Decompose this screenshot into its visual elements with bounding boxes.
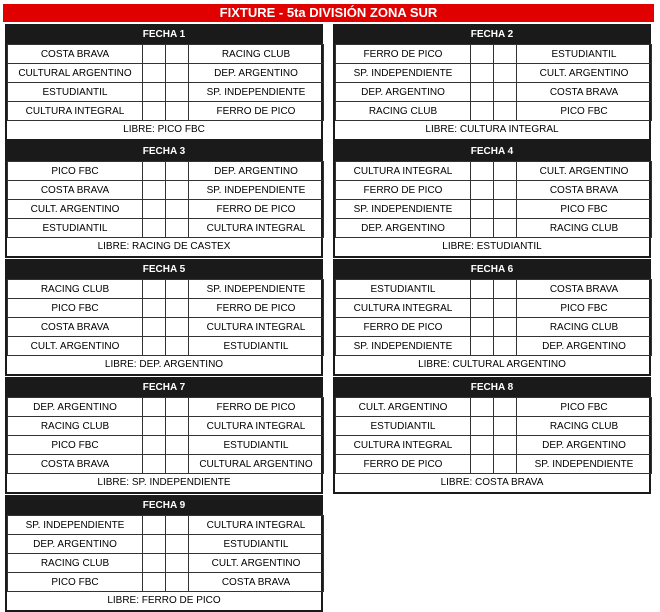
away-score-cell <box>494 337 517 356</box>
home-team: DEP. ARGENTINO <box>336 219 471 238</box>
matches-table <box>335 279 652 356</box>
away-team: DEP. ARGENTINO <box>189 162 324 181</box>
match-row <box>8 535 324 554</box>
home-score-cell <box>471 200 494 219</box>
match-row <box>8 436 324 455</box>
home-team: DEP. ARGENTINO <box>336 83 471 102</box>
away-score-cell <box>494 83 517 102</box>
away-score-cell <box>166 554 189 573</box>
home-team: CULT. ARGENTINO <box>336 398 471 417</box>
away-team: FERRO DE PICO <box>189 102 324 121</box>
home-team: PICO FBC <box>8 162 143 181</box>
match-row <box>336 162 652 181</box>
away-score-cell <box>166 337 189 356</box>
libre-label: LIBRE: CULTURAL ARGENTINO <box>418 359 566 370</box>
libre-label: LIBRE: COSTA BRAVA <box>440 477 544 488</box>
home-score-cell <box>143 181 166 200</box>
home-team: CULT. ARGENTINO <box>8 200 143 219</box>
home-score-cell <box>471 219 494 238</box>
home-team: CULT. ARGENTINO <box>8 337 143 356</box>
fecha-block-6 <box>333 259 651 376</box>
away-team: CULT. ARGENTINO <box>517 162 652 181</box>
home-team: RACING CLUB <box>8 417 143 436</box>
away-score-cell <box>166 45 189 64</box>
fecha-header: FECHA 5 <box>7 261 321 279</box>
home-team: CULTURA INTEGRAL <box>336 162 471 181</box>
away-team: SP. INDEPENDIENTE <box>189 181 324 200</box>
matches-table <box>7 515 324 592</box>
home-team: COSTA BRAVA <box>8 455 143 474</box>
fecha-header: FECHA 3 <box>7 143 321 161</box>
away-score-cell <box>166 299 189 318</box>
home-team: PICO FBC <box>8 436 143 455</box>
away-score-cell <box>166 219 189 238</box>
libre-label: LIBRE: RACING DE CASTEX <box>97 241 231 252</box>
home-score-cell <box>471 398 494 417</box>
away-score-cell <box>166 102 189 121</box>
match-row <box>336 318 652 337</box>
fecha-header: FECHA 7 <box>7 379 321 397</box>
matches-table <box>335 161 652 238</box>
home-score-cell <box>471 181 494 200</box>
home-score-cell <box>143 280 166 299</box>
home-team: ESTUDIANTIL <box>8 219 143 238</box>
match-row <box>8 200 324 219</box>
match-row <box>8 64 324 83</box>
home-score-cell <box>143 219 166 238</box>
away-team: PICO FBC <box>517 102 652 121</box>
home-score-cell <box>143 45 166 64</box>
libre-label: LIBRE: PICO FBC <box>123 124 205 135</box>
home-team: SP. INDEPENDIENTE <box>336 64 471 83</box>
away-team: RACING CLUB <box>517 417 652 436</box>
away-score-cell <box>494 398 517 417</box>
home-score-cell <box>143 398 166 417</box>
match-row <box>8 45 324 64</box>
home-team: DEP. ARGENTINO <box>8 398 143 417</box>
home-team: PICO FBC <box>8 573 143 592</box>
away-score-cell <box>166 535 189 554</box>
home-team: CULTURA INTEGRAL <box>8 102 143 121</box>
away-score-cell <box>166 181 189 200</box>
match-row <box>8 280 324 299</box>
fecha-block-1 <box>5 24 323 141</box>
away-team: DEP. ARGENTINO <box>517 337 652 356</box>
fecha-block-4 <box>333 141 651 258</box>
home-score-cell <box>143 455 166 474</box>
home-score-cell <box>471 280 494 299</box>
home-score-cell <box>471 417 494 436</box>
home-team: COSTA BRAVA <box>8 181 143 200</box>
home-score-cell <box>143 102 166 121</box>
match-row <box>8 516 324 535</box>
away-score-cell <box>166 516 189 535</box>
home-score-cell <box>471 436 494 455</box>
home-team: RACING CLUB <box>336 102 471 121</box>
match-row <box>8 417 324 436</box>
away-team: CULTURA INTEGRAL <box>189 417 324 436</box>
away-score-cell <box>494 102 517 121</box>
away-team: CULT. ARGENTINO <box>189 554 324 573</box>
match-row <box>336 45 652 64</box>
away-score-cell <box>494 219 517 238</box>
match-row <box>8 573 324 592</box>
away-team: PICO FBC <box>517 299 652 318</box>
home-score-cell <box>143 554 166 573</box>
away-score-cell <box>166 200 189 219</box>
away-team: RACING CLUB <box>189 45 324 64</box>
fecha-header: FECHA 9 <box>7 497 321 515</box>
away-score-cell <box>166 436 189 455</box>
away-team: PICO FBC <box>517 200 652 219</box>
home-score-cell <box>471 162 494 181</box>
away-score-cell <box>166 318 189 337</box>
match-row <box>8 181 324 200</box>
away-team: FERRO DE PICO <box>189 200 324 219</box>
home-score-cell <box>143 535 166 554</box>
away-score-cell <box>494 455 517 474</box>
away-score-cell <box>494 64 517 83</box>
away-score-cell <box>166 398 189 417</box>
home-team: RACING CLUB <box>8 554 143 573</box>
home-score-cell <box>143 436 166 455</box>
away-score-cell <box>166 64 189 83</box>
match-row <box>336 455 652 474</box>
away-team: RACING CLUB <box>517 318 652 337</box>
away-score-cell <box>166 573 189 592</box>
away-team: PICO FBC <box>517 398 652 417</box>
away-score-cell <box>494 417 517 436</box>
fecha-header: FECHA 1 <box>7 26 321 44</box>
home-score-cell <box>143 162 166 181</box>
away-team: FERRO DE PICO <box>189 299 324 318</box>
libre-label: LIBRE: SP. INDEPENDIENTE <box>97 477 231 488</box>
away-team: CULTURA INTEGRAL <box>189 516 324 535</box>
match-row <box>8 318 324 337</box>
away-score-cell <box>494 45 517 64</box>
away-team: CULTURA INTEGRAL <box>189 219 324 238</box>
home-team: ESTUDIANTIL <box>8 83 143 102</box>
fecha-header: FECHA 6 <box>335 261 649 279</box>
home-team: RACING CLUB <box>8 280 143 299</box>
match-row <box>336 181 652 200</box>
home-team: FERRO DE PICO <box>336 318 471 337</box>
fecha-block-8 <box>333 377 651 494</box>
away-score-cell <box>166 417 189 436</box>
home-team: COSTA BRAVA <box>8 318 143 337</box>
away-score-cell <box>494 299 517 318</box>
fecha-header: FECHA 8 <box>335 379 649 397</box>
matches-table <box>7 279 324 356</box>
home-score-cell <box>143 573 166 592</box>
fixture-title: FIXTURE - 5ta DIVISIÓN ZONA SUR <box>3 4 654 22</box>
home-score-cell <box>143 516 166 535</box>
away-score-cell <box>166 162 189 181</box>
fecha-block-9 <box>5 495 323 612</box>
matches-table <box>335 397 652 474</box>
home-score-cell <box>143 64 166 83</box>
fecha-block-3 <box>5 141 323 258</box>
match-row <box>336 398 652 417</box>
match-row <box>336 102 652 121</box>
away-team: ESTUDIANTIL <box>189 337 324 356</box>
match-row <box>336 280 652 299</box>
home-score-cell <box>471 455 494 474</box>
home-score-cell <box>471 337 494 356</box>
fecha-block-5 <box>5 259 323 376</box>
matches-table <box>7 44 324 121</box>
home-team: ESTUDIANTIL <box>336 280 471 299</box>
fecha-header: FECHA 2 <box>335 26 649 44</box>
home-score-cell <box>143 299 166 318</box>
home-team: SP. INDEPENDIENTE <box>336 337 471 356</box>
home-team: COSTA BRAVA <box>8 45 143 64</box>
away-team: ESTUDIANTIL <box>189 535 324 554</box>
home-team: ESTUDIANTIL <box>336 417 471 436</box>
match-row <box>8 337 324 356</box>
libre-label: LIBRE: ESTUDIANTIL <box>442 241 542 252</box>
home-score-cell <box>143 200 166 219</box>
libre-label: LIBRE: FERRO DE PICO <box>107 595 221 606</box>
home-team: DEP. ARGENTINO <box>8 535 143 554</box>
away-team: COSTA BRAVA <box>189 573 324 592</box>
match-row <box>8 455 324 474</box>
home-score-cell <box>471 64 494 83</box>
match-row <box>336 64 652 83</box>
match-row <box>8 102 324 121</box>
away-team: ESTUDIANTIL <box>189 436 324 455</box>
matches-table <box>7 397 324 474</box>
matches-table <box>7 161 324 238</box>
match-row <box>336 219 652 238</box>
away-score-cell <box>494 200 517 219</box>
home-team: SP. INDEPENDIENTE <box>336 200 471 219</box>
away-team: SP. INDEPENDIENTE <box>189 280 324 299</box>
fecha-block-7 <box>5 377 323 494</box>
home-score-cell <box>143 318 166 337</box>
fecha-block-2 <box>333 24 651 141</box>
matches-table <box>335 44 652 121</box>
away-team: DEP. ARGENTINO <box>517 436 652 455</box>
home-team: PICO FBC <box>8 299 143 318</box>
home-team: CULTURAL ARGENTINO <box>8 64 143 83</box>
away-score-cell <box>494 318 517 337</box>
away-team: FERRO DE PICO <box>189 398 324 417</box>
home-team: CULTURA INTEGRAL <box>336 436 471 455</box>
away-team: RACING CLUB <box>517 219 652 238</box>
fecha-header: FECHA 4 <box>335 143 649 161</box>
away-team: CULTURA INTEGRAL <box>189 318 324 337</box>
away-score-cell <box>166 455 189 474</box>
away-team: DEP. ARGENTINO <box>189 64 324 83</box>
match-row <box>336 417 652 436</box>
match-row <box>8 219 324 238</box>
home-team: SP. INDEPENDIENTE <box>8 516 143 535</box>
match-row <box>8 554 324 573</box>
match-row <box>8 162 324 181</box>
home-team: CULTURA INTEGRAL <box>336 299 471 318</box>
home-score-cell <box>471 83 494 102</box>
away-team: CULT. ARGENTINO <box>517 64 652 83</box>
libre-label: LIBRE: DEP. ARGENTINO <box>104 359 224 370</box>
away-score-cell <box>166 280 189 299</box>
away-score-cell <box>166 83 189 102</box>
match-row <box>336 83 652 102</box>
away-score-cell <box>494 181 517 200</box>
home-score-cell <box>143 83 166 102</box>
away-team: ESTUDIANTIL <box>517 45 652 64</box>
away-team: SP. INDEPENDIENTE <box>517 455 652 474</box>
match-row <box>336 436 652 455</box>
away-score-cell <box>494 436 517 455</box>
home-team: FERRO DE PICO <box>336 45 471 64</box>
match-row <box>8 299 324 318</box>
home-score-cell <box>471 45 494 64</box>
match-row <box>336 200 652 219</box>
away-team: SP. INDEPENDIENTE <box>189 83 324 102</box>
away-score-cell <box>494 162 517 181</box>
home-score-cell <box>471 318 494 337</box>
home-score-cell <box>471 102 494 121</box>
match-row <box>8 398 324 417</box>
match-row <box>336 337 652 356</box>
match-row <box>336 299 652 318</box>
away-score-cell <box>494 280 517 299</box>
away-team: COSTA BRAVA <box>517 181 652 200</box>
away-team: COSTA BRAVA <box>517 280 652 299</box>
home-team: FERRO DE PICO <box>336 455 471 474</box>
home-team: FERRO DE PICO <box>336 181 471 200</box>
away-team: CULTURAL ARGENTINO <box>189 455 324 474</box>
home-score-cell <box>471 299 494 318</box>
libre-label: LIBRE: CULTURA INTEGRAL <box>425 124 559 135</box>
away-team: COSTA BRAVA <box>517 83 652 102</box>
home-score-cell <box>143 417 166 436</box>
match-row <box>8 83 324 102</box>
home-score-cell <box>143 337 166 356</box>
